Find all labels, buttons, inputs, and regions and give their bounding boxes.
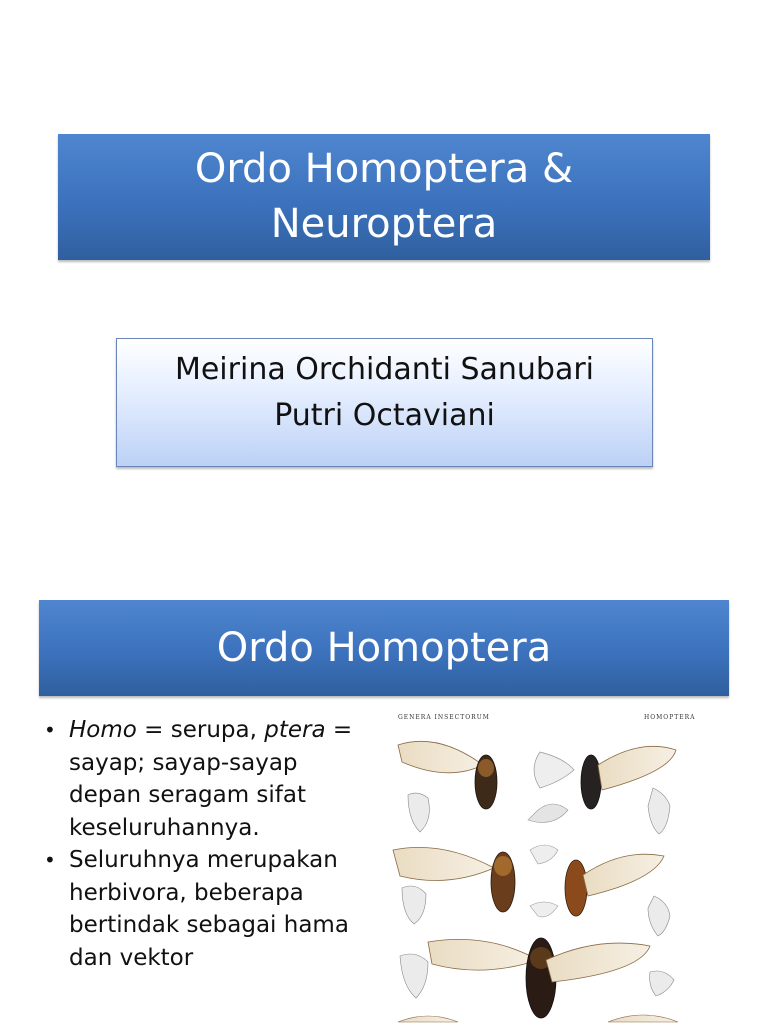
homoptera-plate-illustration bbox=[378, 710, 714, 1024]
slide2-heading-box bbox=[39, 600, 729, 696]
term-homo: Homo bbox=[69, 717, 137, 743]
term-ptera: ptera bbox=[264, 717, 326, 743]
bullet-item-2 bbox=[40, 844, 360, 974]
slide2-heading: Ordo Homoptera bbox=[216, 625, 552, 671]
bullet-list bbox=[40, 714, 360, 974]
author-name-2: Putri Octaviani bbox=[274, 398, 495, 433]
plate-header-right: HOMOPTERA bbox=[644, 714, 696, 721]
bullet-marker: • bbox=[44, 718, 56, 742]
bullet-marker: • bbox=[44, 848, 56, 872]
slide1-title: Ordo Homoptera & Neuroptera bbox=[194, 146, 574, 247]
definition-ptera: = sayap; sayap-sayap depan seragam sifat keseluruhannya. bbox=[69, 717, 353, 841]
bullet-text-2: Seluruhnya merupakan herbivora, beberapa bertindak sebagai hama dan vektor bbox=[69, 847, 349, 971]
slide1-authors-box bbox=[116, 338, 653, 467]
plate-header-left: GENERA INSECTORUM bbox=[398, 714, 490, 721]
slide1-title-box bbox=[58, 134, 710, 260]
bullet-item-1 bbox=[40, 714, 360, 844]
definition-homo: = serupa, bbox=[136, 717, 265, 743]
author-name-1: Meirina Orchidanti Sanubari bbox=[174, 352, 595, 387]
cicada-plate-drawing bbox=[378, 710, 714, 1024]
